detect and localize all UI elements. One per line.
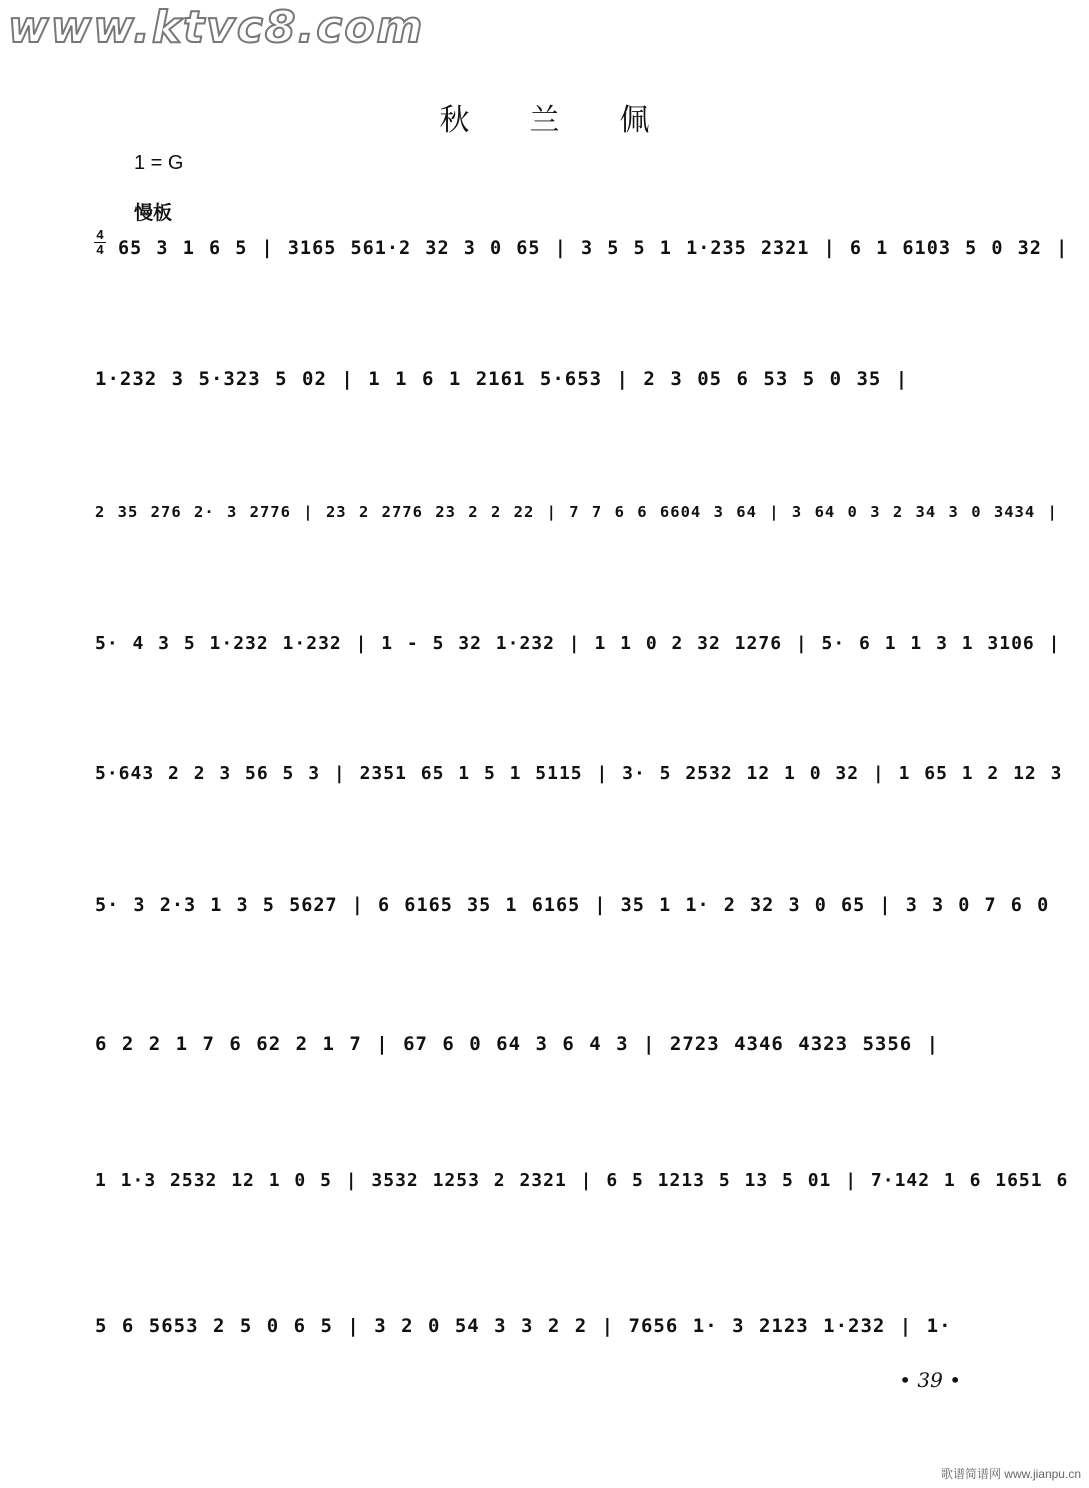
watermark: www.ktvc8.com	[8, 2, 425, 53]
notation-line	[95, 1170, 1069, 1230]
tempo-marking: 慢板	[134, 202, 173, 224]
notation-text: 5· 3 2·3 1 3 5 5627 | 6 6165 35 1 6165 | 35 1 1· 2 32 3 0 65 | 3 3 0 7 6 0	[95, 895, 1050, 916]
notation-line	[95, 633, 1061, 693]
notation-line	[95, 763, 1063, 823]
notation-text: 65 3 1 6 5 | 3165 561·2 32 3 0 65 | 3 5 5 1 1·235 2321 | 6 1 6103 5 0 32 |	[118, 238, 1069, 259]
page-number: • 39 •	[899, 1368, 961, 1392]
key-signature: 1 = G	[134, 152, 184, 174]
notation-line	[95, 1315, 975, 1375]
notation-line	[118, 238, 1069, 298]
time-signature-bottom: 4	[96, 242, 104, 257]
notation-line	[95, 368, 975, 428]
notation-line	[95, 895, 1050, 955]
footer-watermark: 歌谱简谱网 www.jianpu.cn	[940, 1467, 1081, 1481]
notation-text: 5 6 5653 2 5 0 6 5 | 3 2 0 54 3 3 2 2 | 7656 1· 3 2123 1·232 | 1·	[95, 1315, 952, 1337]
notation-text: 1·232 3 5·323 5 02 | 1 1 6 1 2161 5·653 | 2 3 05 6 53 5 0 35 |	[95, 368, 909, 390]
notation-line	[95, 1033, 975, 1093]
notation-text: 1 1·3 2532 12 1 0 5 | 3532 1253 2 2321 | 6 5 1213 5 13 5 01 | 7·142 1 6 1651 6	[95, 1170, 1069, 1191]
time-signature-top: 4	[96, 227, 104, 242]
page-title: 秋兰佩	[439, 103, 710, 138]
notation-text: 5· 4 3 5 1·232 1·232 | 1 - 5 32 1·232 | 1 1 0 2 32 1276 | 5· 6 1 1 3 1 3106 |	[95, 633, 1061, 654]
notation-text: 5·643 2 2 3 56 5 3 | 2351 65 1 5 1 5115 | 3· 5 2532 12 1 0 32 | 1 65 1 2 12 3	[95, 763, 1063, 784]
notation-line	[95, 503, 1058, 563]
time-signature	[92, 228, 108, 257]
notation-text: 2 35 276 2· 3 2776 | 23 2 2776 23 2 2 22 | 7 7 6 6 6604 3 64 | 3 64 0 3 2 34 3 0 3434 |	[95, 503, 1058, 521]
notation-text: 6 2 2 1 7 6 62 2 1 7 | 67 6 0 64 3 6 4 3 | 2723 4346 4323 5356 |	[95, 1033, 940, 1055]
